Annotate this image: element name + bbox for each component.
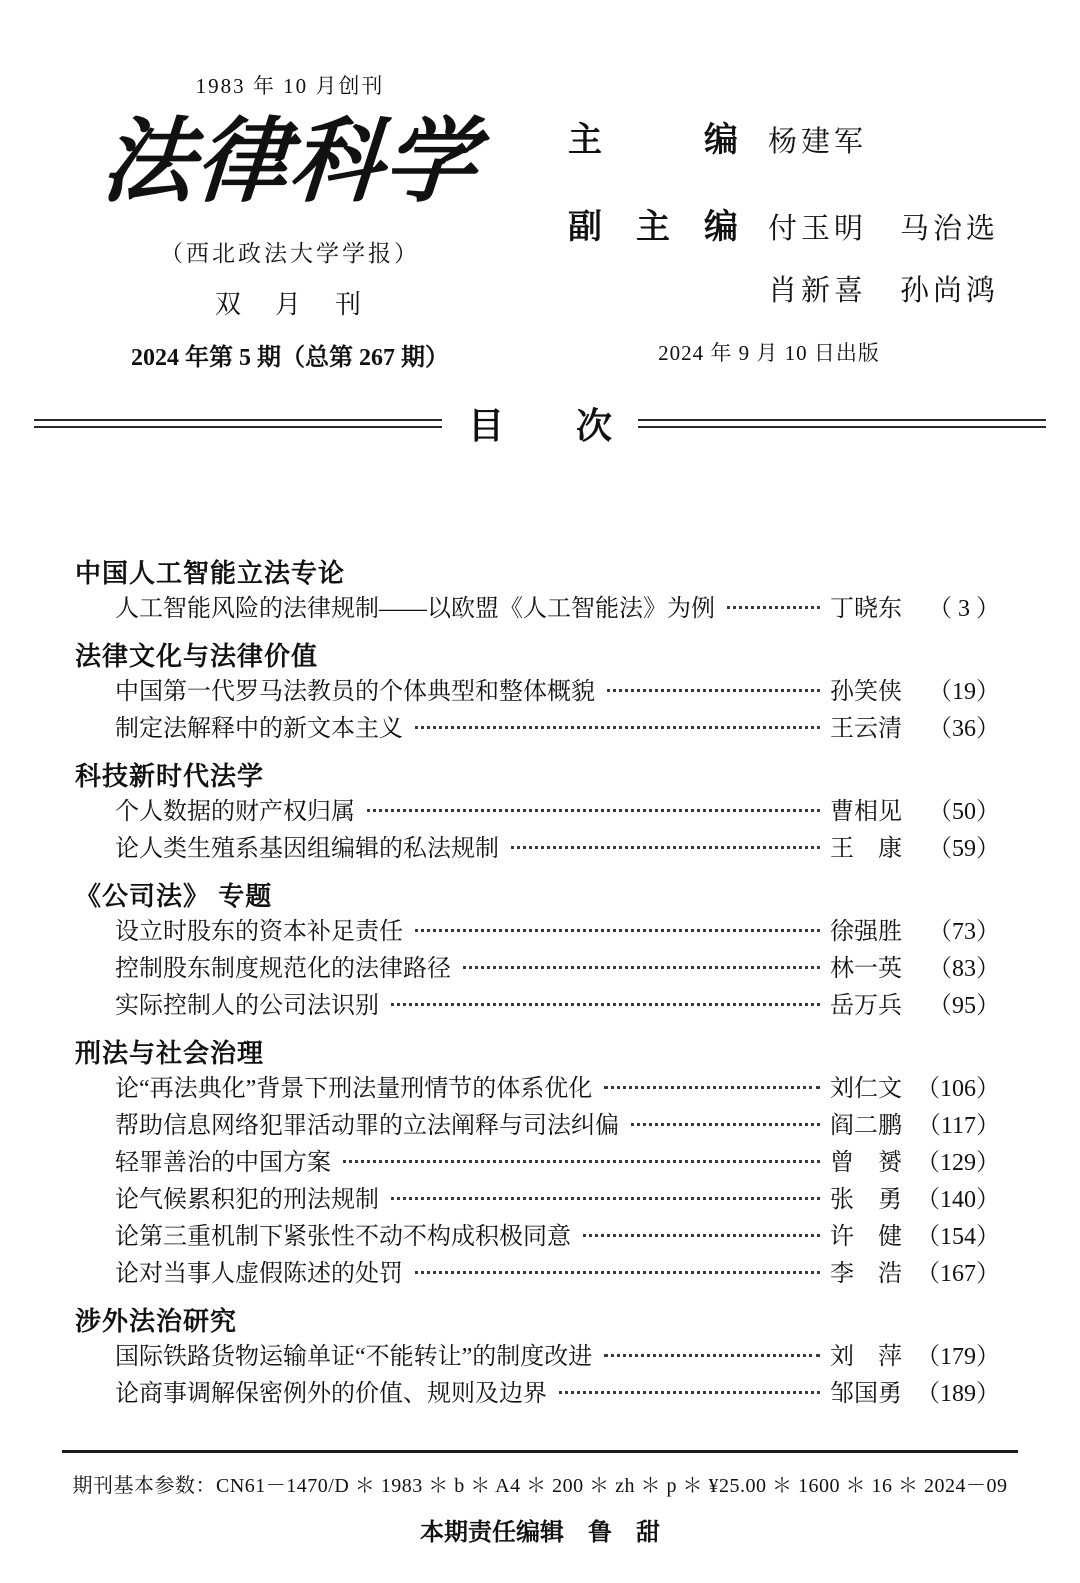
- toc-entry: [75, 794, 1000, 831]
- toc-entry: [75, 711, 1000, 748]
- toc-entry-title: 控制股东制度规范化的法律路径: [115, 955, 451, 982]
- toc-entry-title: 轻罪善治的中国方案: [115, 1149, 331, 1176]
- toc-entry-title: 设立时股东的资本补足责任: [115, 918, 403, 945]
- toc-entry: [75, 1145, 1000, 1182]
- toc-entry-title: 中国第一代罗马法教员的个体典型和整体概貌: [115, 678, 595, 705]
- section-heading: 刑法与社会治理: [75, 1037, 265, 1068]
- section-heading: 中国人工智能立法专论: [75, 557, 346, 588]
- toc-entry-author: 刘 萍: [830, 1343, 902, 1370]
- toc-entry-page: （106）: [916, 1075, 1000, 1102]
- dot-leader: [727, 606, 820, 609]
- dot-leader: [391, 1197, 820, 1200]
- dot-leader: [607, 689, 820, 692]
- dot-leader: [463, 966, 820, 969]
- toc-title: 目 次: [468, 404, 613, 446]
- toc-entry-author: 邹国勇: [830, 1380, 902, 1407]
- toc-entry-author: 岳万兵: [830, 992, 902, 1019]
- toc-entry-author: 刘仁文: [830, 1075, 902, 1102]
- deputy-editor-label: 副 主 编: [568, 208, 738, 246]
- toc-entry-author: 王云清: [830, 715, 902, 742]
- chief-editor-name: 杨建军: [768, 126, 868, 158]
- toc-entry-page: （59）: [928, 835, 1000, 862]
- masthead-right: [510, 70, 1010, 372]
- toc-entry: [75, 1108, 1000, 1145]
- toc-entry: [75, 1182, 1000, 1219]
- toc-entry-page: （189）: [916, 1380, 1000, 1407]
- toc-entry-title: 人工智能风险的法律规制——以欧盟《人工智能法》为例: [115, 595, 715, 622]
- toc-entry-title: 论人类生殖系基因组编辑的私法规制: [115, 835, 499, 862]
- toc-entry-author: 李 浩: [830, 1260, 902, 1287]
- toc-entry: [75, 591, 1000, 628]
- toc-entry-title: 论“再法典化”背景下刑法量刑情节的体系优化: [115, 1075, 593, 1102]
- toc-entry-title: 论商事调解保密例外的价值、规则及边界: [115, 1380, 547, 1407]
- founded-date: 1983 年 10 月创刊: [195, 74, 385, 98]
- deputy-editor-row-2: [568, 268, 1010, 309]
- masthead-left: [70, 70, 510, 372]
- dot-leader: [415, 1271, 820, 1274]
- dot-leader: [415, 726, 820, 729]
- toc-entry: [75, 831, 1000, 868]
- toc-entry-author: 曹相见: [830, 798, 902, 825]
- toc-entry-title: 论对当事人虚假陈述的处罚: [115, 1260, 403, 1287]
- toc-entry-author: 徐强胜: [830, 918, 902, 945]
- toc-entry: [75, 1219, 1000, 1256]
- toc-entry-author: 阎二鹏: [830, 1112, 902, 1139]
- toc-entry-page: （154）: [916, 1223, 1000, 1250]
- table-of-contents: [75, 545, 1000, 1413]
- dot-leader: [604, 1086, 820, 1089]
- toc-entry-page: （179）: [916, 1343, 1000, 1370]
- toc-entry-page: （117）: [916, 1112, 1000, 1139]
- journal-parameters: 期刊基本参数：CN61－1470/D ＊ 1983 ＊ b ＊ A4 ＊ 200 ＊ zh ＊ p ＊ ¥25.00 ＊ 1600 ＊ 16 ＊ 2024－09: [72, 1475, 1008, 1497]
- toc-entry-title: 制定法解释中的新文本主义: [115, 715, 403, 742]
- dot-leader: [511, 846, 820, 849]
- toc-entry-title: 帮助信息网络犯罪活动罪的立法阐释与司法纠偏: [115, 1112, 619, 1139]
- double-rule-left: [34, 419, 442, 428]
- toc-entry-title: 论第三重机制下紧张性不动不构成积极同意: [115, 1223, 571, 1250]
- toc-entry-author: 王 康: [830, 835, 902, 862]
- double-rule-right: [638, 419, 1046, 428]
- dot-leader: [631, 1123, 820, 1126]
- toc-entry-author: 许 健: [830, 1223, 902, 1250]
- section-heading: 涉外法治研究: [75, 1305, 238, 1336]
- toc-entry: [75, 1256, 1000, 1293]
- dot-leader: [367, 809, 820, 812]
- section-heading: 《公司法》 专题: [75, 880, 273, 911]
- toc-entry-page: （50）: [928, 798, 1000, 825]
- deputy-editor-names-1: 付玉明 马治选: [768, 213, 1000, 245]
- toc-entry-title: 论气候累积犯的刑法规制: [115, 1186, 379, 1213]
- toc-entry: [75, 1376, 1000, 1413]
- dot-leader: [583, 1234, 820, 1237]
- responsible-editor: 本期责任编辑 鲁 甜: [420, 1519, 660, 1546]
- toc-entry-title: 国际铁路货物运输单证“不能转让”的制度改进: [115, 1343, 593, 1370]
- dot-leader: [343, 1160, 820, 1163]
- toc-entry: [75, 1339, 1000, 1376]
- toc-entry-author: 林一英: [830, 955, 902, 982]
- toc-entry-page: （73）: [928, 918, 1000, 945]
- publication-frequency: 双 月 刊: [214, 289, 365, 319]
- toc-entry: [75, 674, 1000, 711]
- chief-editor-row: [568, 112, 1010, 161]
- page-footer: [0, 1450, 1080, 1583]
- toc-entry-page: （36）: [928, 715, 1000, 742]
- toc-entry-page: （167）: [916, 1260, 1000, 1287]
- journal-logo-calligraphy: 法律科学: [98, 111, 482, 213]
- section-heading: 科技新时代法学: [75, 760, 265, 791]
- toc-entry-author: 张 勇: [830, 1186, 902, 1213]
- toc-entry: [75, 951, 1000, 988]
- toc-entry-page: （83）: [928, 955, 1000, 982]
- footer-rule: [62, 1450, 1018, 1453]
- toc-entry: [75, 914, 1000, 951]
- toc-entry-author: 曾 赟: [830, 1149, 902, 1176]
- toc-entry: [75, 1071, 1000, 1108]
- masthead: [0, 0, 1080, 372]
- dot-leader: [559, 1391, 820, 1394]
- toc-entry-page: （140）: [916, 1186, 1000, 1213]
- chief-editor-label: 主 编: [568, 121, 738, 159]
- deputy-editor-row: [568, 199, 1010, 248]
- section-heading: 法律文化与法律价值: [75, 640, 319, 671]
- deputy-editor-names-2: 肖新喜 孙尚鸿: [768, 275, 1000, 307]
- toc-entry-page: （ 3 ）: [928, 595, 1000, 622]
- issue-number: 2024 年第 5 期（总第 267 期）: [131, 344, 449, 371]
- dot-leader: [391, 1003, 820, 1006]
- journal-subtitle: （西北政法大学学报）: [160, 240, 420, 266]
- toc-entry-page: （19）: [928, 678, 1000, 705]
- toc-entry-page: （95）: [928, 992, 1000, 1019]
- toc-entry-author: 孙笑侠: [830, 678, 902, 705]
- dot-leader: [604, 1354, 820, 1357]
- publish-date: 2024 年 9 月 10 日出版: [658, 341, 880, 365]
- dot-leader: [415, 929, 820, 932]
- toc-title-band: [34, 398, 1046, 449]
- toc-entry-title: 个人数据的财产权归属: [115, 798, 355, 825]
- toc-entry-page: （129）: [916, 1149, 1000, 1176]
- toc-entry: [75, 988, 1000, 1025]
- toc-entry-author: 丁晓东: [830, 595, 902, 622]
- toc-entry-title: 实际控制人的公司法识别: [115, 992, 379, 1019]
